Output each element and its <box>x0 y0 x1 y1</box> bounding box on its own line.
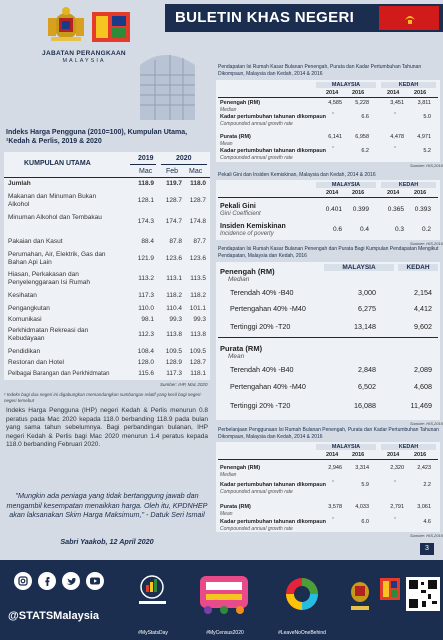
page-number: 3 <box>420 543 434 555</box>
cpi-value: 128.7 <box>165 197 182 204</box>
cpi-row-label: Komunikasi <box>8 316 42 323</box>
cpi-paragraph: Indeks Harga Pengguna (IHP) negeri Kedah & Perlis menurun 0.8 peratus pada Mac 2020 kepada 118.0 berbanding 118.9 pada bulan yang sama tahun sebelumnya. Bagi perbandingan bulanan, IHP negeri Kedah & Perlis bagi Mac 2020 menurun 1.4 peratus kepada 118.0 berbanding Februari 2020. <box>6 407 208 449</box>
cpi-value: 99.3 <box>169 316 182 323</box>
t3-mean-sublabel: Mean <box>228 353 245 360</box>
t4-dash: ˝ <box>394 518 396 524</box>
t1-dash: ˝ <box>332 147 334 153</box>
t4-year: 2014 <box>387 452 400 458</box>
cpi-value: 128.0 <box>137 359 154 366</box>
t4-value: 2,320 <box>390 465 404 471</box>
hashtag: #MyStatsDay <box>138 630 168 636</box>
cpi-row-label: Jumlah <box>8 180 31 187</box>
t2-year: 2014 <box>326 190 339 196</box>
cpi-value: 113.2 <box>138 275 154 282</box>
t1-value: 4,585 <box>328 100 342 106</box>
t3-value: 4,412 <box>414 304 432 313</box>
t2-value: 0.399 <box>352 206 369 213</box>
t3-rule <box>218 337 438 338</box>
table3-title: Pendapatan Isi Rumah Kasar Bulanan Penengah dan Purata Bagi Kumpulan Pendapatan Mengikut Pendapatan, Malaysia dan Kedah, 2016 <box>218 246 439 259</box>
t2-value: 0.4 <box>359 226 369 233</box>
t4-value: 3,578 <box>328 504 342 510</box>
t1-value: 5.0 <box>423 114 431 120</box>
ministry-crest-logo <box>345 574 375 614</box>
t1-value: 3,451 <box>390 100 404 106</box>
t1-value: 6,141 <box>328 134 342 140</box>
cpi-year-rule <box>161 164 207 165</box>
t1-value: 4,971 <box>417 134 431 140</box>
t1-row-label: Penengah (RM) <box>220 100 261 106</box>
t2-value: 0.365 <box>387 206 404 213</box>
t3-row-label: Pertengahan 40% -M40 <box>230 304 306 313</box>
t3-value: 2,089 <box>414 365 432 374</box>
cpi-value: 128.7 <box>189 359 206 366</box>
cpi-source: Sumber: IHP, Mac 2020 <box>160 382 208 387</box>
t4-row-label: Kadar pertumbuhan tahunan dikompaun <box>220 519 327 525</box>
social-handle: @STATSMalaysia <box>8 610 100 622</box>
cpi-row-label: Makanan dan Minuman Bukan Alkohol <box>8 193 97 208</box>
cpi-value: 113.1 <box>166 275 182 282</box>
t3-value: 4,608 <box>414 382 432 391</box>
t2-row-label: Insiden Kemiskinan <box>220 223 286 230</box>
t1-rule <box>218 97 438 98</box>
t4-value: 3,061 <box>417 504 431 510</box>
department-name: JABATAN PERANGKAAN <box>42 50 126 57</box>
t1-row-label: Kadar pertumbuhan tahunan dikompaun <box>220 148 327 154</box>
t4-row-label: Kadar pertumbuhan tahunan dikompaun <box>220 482 327 488</box>
t3-row-label: Tertinggi 20% -T20 <box>230 322 291 331</box>
cpi-value: 118.2 <box>166 292 182 299</box>
t3-row-label: Terendah 40% -B40 <box>230 365 294 374</box>
t3-source: Sumber: HIS,2016 <box>410 421 443 426</box>
t3-value: 6,502 <box>358 382 376 391</box>
cpi-value: 112.3 <box>138 331 154 338</box>
t4-value: 3,314 <box>355 465 369 471</box>
t1-source: Sumber: HIS,2016 <box>410 163 443 168</box>
t2-value: 0.393 <box>414 206 431 213</box>
cpi-value: 87.8 <box>169 238 182 245</box>
cpi-month: Feb <box>166 168 179 175</box>
t1-year: 2014 <box>387 90 400 96</box>
cpi-footnote: ¹ Indeks bagi dua negeri ini digabungkan memandangkan sumbangan relatif yang kecil bagi negeri-negeri tersebut <box>4 392 202 403</box>
t2-rule <box>218 197 438 198</box>
t1-row-sublabel: Mean <box>220 141 233 147</box>
t2-value: 0.6 <box>332 226 342 233</box>
t1-dash: ˝ <box>394 147 396 153</box>
t4-year: 2016 <box>352 452 365 458</box>
t4-row-label: Penengah (RM) <box>220 465 261 471</box>
t4-value: 2,946 <box>328 465 342 471</box>
t4-kedah-header: KEDAH <box>381 444 436 450</box>
t4-year: 2014 <box>326 452 339 458</box>
cpi-table-title: Indeks Harga Pengguna (2010=100), Kumpulan Utama, ¹Kedah & Perlis, 2019 & 2020 <box>6 129 188 145</box>
t4-value: 6.0 <box>361 519 369 525</box>
crescent-star-icon <box>403 10 417 26</box>
t2-value: 0.2 <box>421 226 431 233</box>
cpi-value: 110.0 <box>138 305 154 312</box>
cpi-row-label: Perkhidmatan Rekreasi dan Kebudayaan <box>8 327 89 342</box>
table1-title: Pendapatan Isi Rumah Kasar Bulanan Penengah, Purata dan Kadar Pertumbuhan Tahunan Dikompaun, Malaysia dan Kedah, 2014 & 2016 <box>218 64 422 77</box>
cpi-value: 121.9 <box>137 255 154 262</box>
cpi-year-rule <box>130 164 156 165</box>
cpi-row-label: Pengangkutan <box>8 305 50 312</box>
t4-value: 2.2 <box>423 482 431 488</box>
cpi-row-label: Restoran dan Hotel <box>8 359 65 366</box>
cpi-year-2019: 2019 <box>138 155 154 162</box>
t4-row-sublabel: Compounded annual growth rate <box>220 489 293 495</box>
t1-value: 3,811 <box>417 100 431 106</box>
cpi-value: 118.0 <box>190 180 206 187</box>
cpi-value: 123.6 <box>189 255 206 262</box>
t2-value: 0.3 <box>394 226 404 233</box>
t3-value: 3,000 <box>358 288 376 297</box>
department-country: MALAYSIA <box>62 58 106 64</box>
t2-row-label: Pekali Gini <box>220 203 256 210</box>
title-bar <box>165 4 443 32</box>
t3-value: 16,088 <box>354 401 376 410</box>
t3-value: 2,848 <box>358 365 376 374</box>
hashtag: #LeaveNoOneBehind <box>278 630 326 636</box>
cpi-value: 109.5 <box>189 348 206 355</box>
t4-value: 2,423 <box>417 465 431 471</box>
cpi-month: Mac <box>139 168 153 175</box>
cpi-value: 101.1 <box>189 305 206 312</box>
t3-value: 9,602 <box>414 322 432 331</box>
cpi-value: 123.6 <box>165 255 182 262</box>
t1-value: 6.6 <box>361 114 369 120</box>
sdg-wheel-logo <box>282 574 322 614</box>
youtube-icon[interactable] <box>86 572 104 590</box>
t1-dash: ˝ <box>394 113 396 119</box>
cpi-row-label: Pendidikan <box>8 348 41 355</box>
t2-year: 2014 <box>387 190 400 196</box>
t1-row-sublabel: Compounded annual growth rate <box>220 155 293 161</box>
quote-text: "Mungkin ada peniaga yang tidak bertanggung jawab dan mengambil kesempatan menaikkan harga. Oleh itu, KPDNHEP akan laksanakan Skim Harga Maksimum," - Datuk Seri Ismail <box>6 491 208 519</box>
t4-malaysia-header: MALAYSIA <box>316 444 376 450</box>
t3-mean-label: Purata (RM) <box>220 344 263 353</box>
t1-kedah-header: KEDAH <box>381 82 436 88</box>
instagram-icon[interactable] <box>14 572 32 590</box>
cpi-value: 98.1 <box>141 316 154 323</box>
cpi-value: 113.8 <box>166 331 182 338</box>
t1-value: 4,478 <box>390 134 404 140</box>
t4-value: 2,791 <box>390 504 404 510</box>
cpi-value: 174.3 <box>137 218 154 225</box>
t1-year: 2014 <box>326 90 339 96</box>
t2-kedah-header: KEDAH <box>381 182 436 188</box>
cpi-value: 113.8 <box>190 331 206 338</box>
table4-title: Perbelanjaan Penggunaan Isi Rumah Bulanan Penengah, Purata dan Kadar Pertumbuhan Tahunan Dikompaun, Malaysia dan Kedah, 2014 & 2016 <box>218 427 439 440</box>
t4-row-sublabel: Median <box>220 472 237 478</box>
hashtag: #MyCensus2020 <box>206 630 244 636</box>
quote-author: Sabri Yaakob, 12 April 2020 <box>60 537 154 546</box>
t2-year: 2016 <box>414 190 427 196</box>
bulletin-title: BULETIN KHAS NEGERI <box>175 9 355 26</box>
t4-dash: ˝ <box>332 481 334 487</box>
t2-malaysia-header: MALAYSIA <box>316 182 376 188</box>
t1-malaysia-header: MALAYSIA <box>316 82 376 88</box>
cpi-value: 113.5 <box>190 275 206 282</box>
cpi-month: Mac <box>189 168 203 175</box>
t2-source: Sumber: HIS,2016 <box>410 241 443 246</box>
t1-row-sublabel: Median <box>220 107 237 113</box>
cpi-row-label: Hiasan, Perkakasan dan Penyelenggaraan Isi Rumah <box>8 271 91 286</box>
cpi-table <box>4 152 210 380</box>
t3-median-sublabel: Median <box>228 276 250 283</box>
cpi-value: 109.5 <box>165 348 182 355</box>
t3-row-label: Pertengahan 40% -M40 <box>230 382 306 391</box>
t4-value: 4,033 <box>355 504 369 510</box>
cpi-row-label: Minuman Alkohol dan Tembakau <box>8 214 102 221</box>
t1-row-sublabel: Compounded annual growth rate <box>220 121 293 127</box>
t4-row-label: Purata (RM) <box>220 504 251 510</box>
t3-value: 2,154 <box>414 288 432 297</box>
table2-title: Pekali Gini dan Insiden Kemiskinan, Malaysia dan Kedah, 2014 & 2016 <box>218 172 376 178</box>
cpi-value: 128.7 <box>189 197 206 204</box>
t1-value: 5,228 <box>355 100 369 106</box>
t4-row-sublabel: Compounded annual growth rate <box>220 526 293 532</box>
building-illustration <box>120 40 210 120</box>
t4-source: Sumber: HIS,2016 <box>410 533 443 538</box>
t4-row-sublabel: Mean <box>220 511 233 517</box>
t3-kedah-header: KEDAH <box>398 264 438 271</box>
table2 <box>216 180 440 240</box>
cpi-value: 174.8 <box>189 218 206 225</box>
cpi-value: 108.4 <box>137 348 154 355</box>
cpi-value: 128.9 <box>165 359 182 366</box>
cpi-value: 110.4 <box>166 305 182 312</box>
t1-dash: ˝ <box>332 113 334 119</box>
t3-malaysia-header: MALAYSIA <box>324 264 394 271</box>
state-flag <box>379 6 439 30</box>
t2-year: 2016 <box>352 190 365 196</box>
census-logo <box>198 570 250 616</box>
cpi-value: 118.1 <box>190 370 206 377</box>
cpi-value: 115.6 <box>138 370 154 377</box>
t1-year: 2016 <box>352 90 365 96</box>
cpi-row-label: Pakaian dan Kasut <box>8 238 63 245</box>
t1-value: 5.2 <box>423 148 431 154</box>
stats-day-logo <box>135 573 170 613</box>
cpi-col-group: KUMPULAN UTAMA <box>24 160 91 167</box>
cpi-value: 117.3 <box>166 370 182 377</box>
cpi-value: 88.4 <box>141 238 154 245</box>
t4-dash: ˝ <box>332 518 334 524</box>
t4-rule <box>218 459 438 460</box>
table3 <box>216 262 440 420</box>
cpi-value: 118.9 <box>138 180 154 187</box>
table1 <box>216 80 440 162</box>
cpi-value: 118.2 <box>190 292 206 299</box>
t3-value: 11,469 <box>410 401 432 410</box>
dosm-footer-logo <box>378 576 402 610</box>
qr-code[interactable] <box>406 574 440 614</box>
coat-of-arms-logo <box>45 6 87 44</box>
cpi-row-label: Pelbagai Barangan dan Perkhidmatan <box>8 371 110 377</box>
t3-value: 13,148 <box>354 322 376 331</box>
cpi-value: 117.3 <box>138 292 154 299</box>
facebook-icon[interactable] <box>38 572 56 590</box>
cpi-row-label: Kesihatan <box>8 292 37 299</box>
t4-value: 4.6 <box>423 519 431 525</box>
t3-value: 6,275 <box>358 304 376 313</box>
cpi-row-label: Perumahan, Air, Elektrik, Gas dan Bahan Api Lain <box>8 251 106 266</box>
t2-row-sublabel: Gini Coefficient <box>220 211 261 217</box>
cpi-header-rule <box>4 177 210 178</box>
t3-row-label: Tertinggi 20% -T20 <box>230 401 291 410</box>
t4-year: 2016 <box>414 452 427 458</box>
t3-row-label: Terendah 40% -B40 <box>230 288 294 297</box>
t1-row-label: Kadar pertumbuhan tahunan dikompaun <box>220 114 327 120</box>
cpi-value: 99.3 <box>193 316 206 323</box>
t1-year: 2016 <box>414 90 427 96</box>
cpi-value: 128.1 <box>137 197 154 204</box>
t2-value: 0.401 <box>325 206 342 213</box>
cpi-value: 87.7 <box>193 238 206 245</box>
t1-value: 6,958 <box>355 134 369 140</box>
t4-value: 5.9 <box>361 482 369 488</box>
cpi-value: 174.7 <box>165 218 182 225</box>
twitter-icon[interactable] <box>62 572 80 590</box>
t1-value: 6.2 <box>361 148 369 154</box>
cpi-value: 119.7 <box>166 180 182 187</box>
t2-row-sublabel: Incidence of poverty <box>220 231 274 237</box>
table4 <box>216 442 440 532</box>
t3-median-label: Penengah (RM) <box>220 267 275 276</box>
t4-dash: ˝ <box>394 481 396 487</box>
t1-row-label: Purata (RM) <box>220 134 251 140</box>
cpi-year-2020: 2020 <box>176 155 192 162</box>
